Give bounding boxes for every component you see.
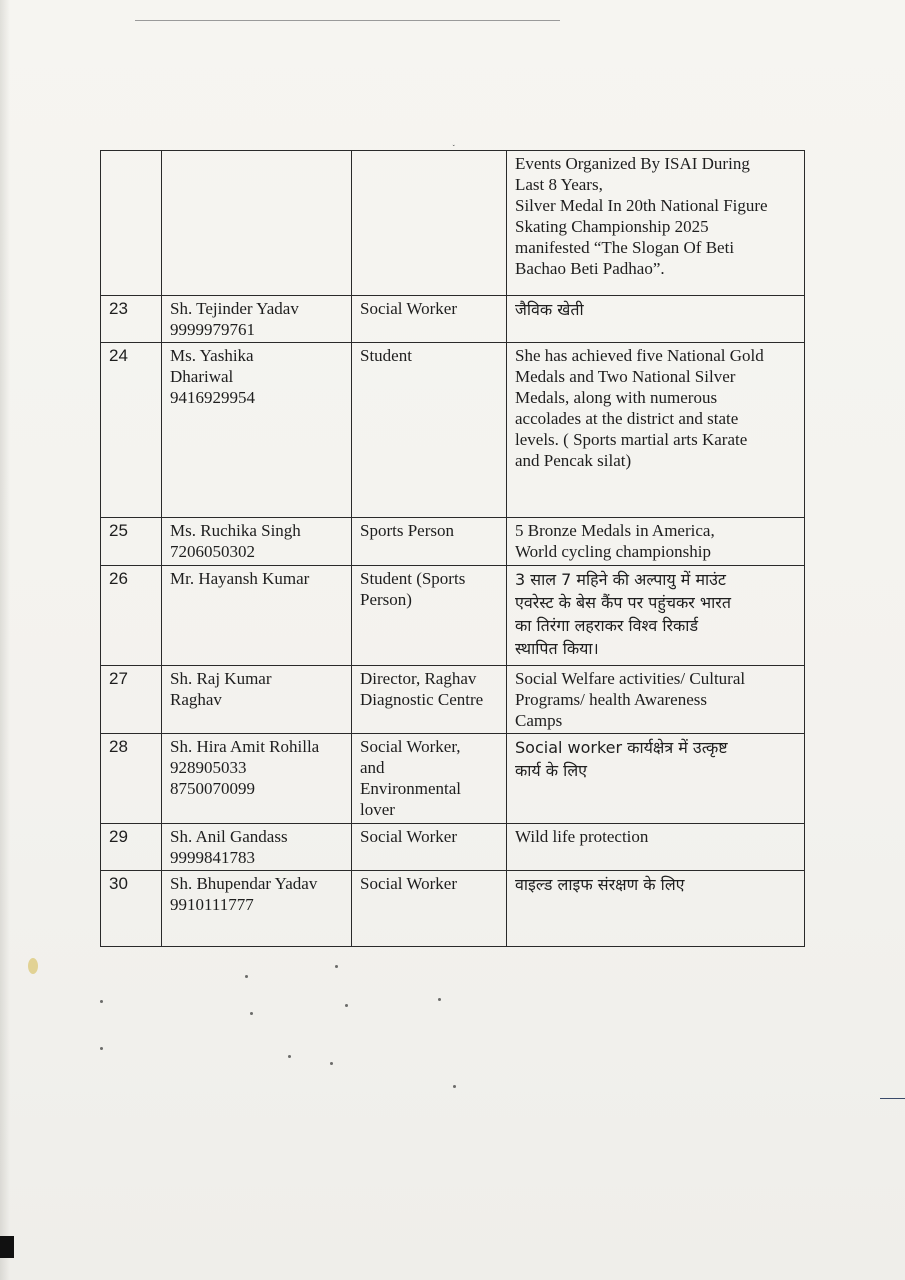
details-line: Wild life protection [515,827,649,846]
details-line: Last 8 Years, [515,175,603,194]
serial-number-cell: 28 [101,734,162,824]
details-line: Social worker कार्यक्षेत्र में उत्कृष्ट [515,738,728,757]
table-row [101,824,805,871]
stain-mark [28,958,38,974]
name-line: Dhariwal [170,367,234,386]
details-line: accolades at the district and state [515,409,739,428]
profession-cell [352,151,507,296]
serial-number-cell: 29 [101,824,162,871]
profession-cell [352,566,507,666]
details-line: Silver Medal In 20th National Figure [515,196,768,215]
speck [288,1055,291,1058]
details-cell [507,666,805,734]
profession-cell [352,824,507,871]
profession-line: Social Worker [360,299,457,318]
name-cell [162,151,352,296]
name-cell [162,518,352,566]
details-line: Events Organized By ISAI During [515,154,750,173]
details-line: स्थापित किया। [515,639,599,658]
profession-line: lover [360,800,395,819]
profession-line: and [360,758,385,777]
table-row [101,734,805,824]
profession-line: Social Worker [360,874,457,893]
profession-line: Environmental [360,779,462,798]
speck [345,1004,348,1007]
details-line: manifested “The Slogan Of Beti [515,238,735,257]
edge-mark [880,1098,905,1099]
profession-cell [352,296,507,343]
details-line: Social Welfare activities/ Cultural [515,669,746,688]
name-line: Sh. Anil Gandass [170,827,288,846]
details-line: levels. ( Sports martial arts Karate [515,430,748,449]
awardees-table [100,150,805,947]
binding-edge [0,1236,14,1258]
speck [453,1085,456,1088]
profession-line: Sports Person [360,521,454,540]
details-line: Skating Championship 2025 [515,217,709,236]
table-row [101,343,805,518]
details-line: Programs/ health Awareness [515,690,708,709]
details-line: Medals and Two National Silver [515,367,736,386]
speck [100,1000,103,1003]
details-cell [507,824,805,871]
details-line: 3 साल 7 महिने की अल्पायु में माउंट [515,570,727,589]
table-row [101,871,805,947]
table-body [101,151,805,947]
details-cell [507,151,805,296]
name-line: Mr. Hayansh Kumar [170,569,310,588]
details-line: जैविक खेती [515,300,584,319]
name-line: Ms. Ruchika Singh [170,521,301,540]
details-line: 5 Bronze Medals in America, [515,521,715,540]
table-row [101,666,805,734]
name-line: 9999841783 [170,848,255,867]
details-line: Medals, along with numerous [515,388,718,407]
speck [245,975,248,978]
speck [250,1012,253,1015]
serial-number-cell: 27 [101,666,162,734]
details-line: She has achieved five National Gold [515,346,764,365]
name-line: Sh. Bhupendar Yadav [170,874,318,893]
table-row [101,518,805,566]
speck [100,1047,103,1050]
name-cell [162,871,352,947]
name-line: 9999979761 [170,320,255,339]
details-line: World cycling championship [515,542,711,561]
serial-number-cell: 24 [101,343,162,518]
details-line: कार्य के लिए [515,761,588,780]
speck [438,998,441,1001]
table-row [101,566,805,666]
serial-number-cell: 25 [101,518,162,566]
profession-line: Person) [360,590,412,609]
profession-cell [352,666,507,734]
name-line: Raghav [170,690,222,709]
name-line: 9910111777 [170,895,254,914]
top-rule [135,20,560,21]
name-line: 8750070099 [170,779,255,798]
details-line: Bachao Beti Padhao”. [515,259,665,278]
serial-number-cell: 23 [101,296,162,343]
serial-number-cell [101,151,162,296]
speck [335,965,338,968]
name-line: 7206050302 [170,542,255,561]
details-line: Camps [515,711,563,730]
details-line: वाइल्ड लाइफ संरक्षण के लिए [515,875,685,894]
details-line: का तिरंगा लहराकर विश्व रिकार्ड [515,616,699,635]
name-line: Sh. Hira Amit Rohilla [170,737,320,756]
name-line: Sh. Raj Kumar [170,669,272,688]
details-cell [507,566,805,666]
name-cell [162,824,352,871]
table-row [101,296,805,343]
name-cell [162,343,352,518]
details-cell [507,734,805,824]
profession-line: Social Worker [360,827,457,846]
details-cell [507,343,805,518]
details-cell [507,518,805,566]
table-row [101,151,805,296]
profession-line: Student (Sports [360,569,466,588]
details-cell [507,296,805,343]
details-cell [507,871,805,947]
name-cell [162,734,352,824]
name-cell [162,666,352,734]
details-line: and Pencak silat) [515,451,632,470]
name-cell [162,566,352,666]
profession-line: Director, Raghav [360,669,477,688]
profession-cell [352,518,507,566]
details-line: एवरेस्ट के बेस कैंप पर पहुंचकर भारत [515,593,731,612]
speck [330,1062,333,1065]
name-cell [162,296,352,343]
serial-number-cell: 30 [101,871,162,947]
serial-number-cell: 26 [101,566,162,666]
profession-line: Diagnostic Centre [360,690,484,709]
profession-line: Student [360,346,412,365]
name-line: 928905033 [170,758,247,777]
page-mark: ˯ [452,136,456,147]
profession-line: Social Worker, [360,737,461,756]
profession-cell [352,734,507,824]
name-line: 9416929954 [170,388,255,407]
profession-cell [352,343,507,518]
name-line: Ms. Yashika [170,346,254,365]
name-line: Sh. Tejinder Yadav [170,299,299,318]
profession-cell [352,871,507,947]
scan-shadow [0,0,10,1280]
